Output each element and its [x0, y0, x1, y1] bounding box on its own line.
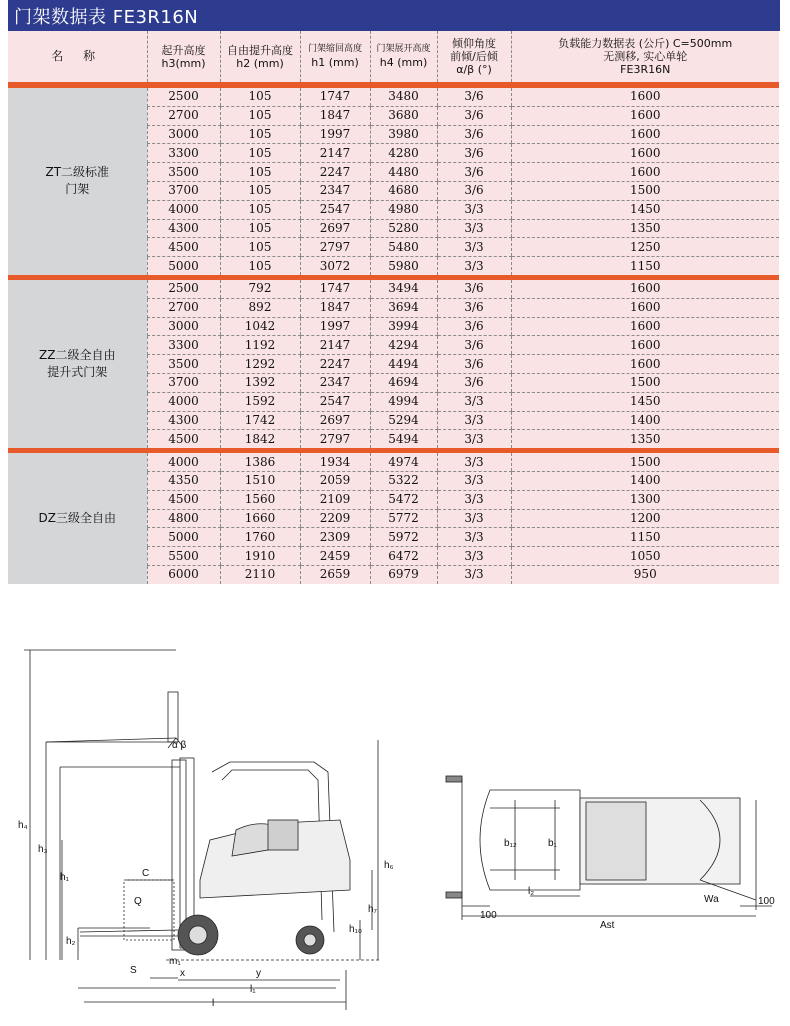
cell-load: 1600	[511, 88, 779, 106]
cell-h2: 105	[220, 125, 300, 144]
cell-h2: 105	[220, 200, 300, 219]
cell-h2: 1292	[220, 355, 300, 374]
cell-h4: 5772	[370, 509, 437, 528]
cell-load: 1050	[511, 547, 779, 566]
cell-h3: 5500	[147, 547, 220, 566]
cell-h3: 5000	[147, 257, 220, 275]
mast-data-table-container	[8, 31, 779, 584]
cell-h3: 4000	[147, 392, 220, 411]
cell-h3: 3500	[147, 355, 220, 374]
cell-h3: 4000	[147, 453, 220, 471]
cell-h2: 2110	[220, 565, 300, 583]
cell-h1: 2659	[300, 565, 370, 583]
cell-h2: 1910	[220, 547, 300, 566]
cell-h1: 2147	[300, 336, 370, 355]
cell-h1: 2697	[300, 219, 370, 238]
cell-tilt: 3/6	[437, 125, 511, 144]
cell-h3: 5000	[147, 528, 220, 547]
cell-h1: 2547	[300, 200, 370, 219]
forklift-diagrams	[0, 630, 790, 1026]
label-h2: h₂	[66, 936, 76, 947]
label-h1: h₁	[60, 872, 69, 883]
header-h2: 自由提升高度 h2 (mm)	[220, 31, 300, 82]
cell-h2: 1592	[220, 392, 300, 411]
cell-h2: 105	[220, 238, 300, 257]
cell-h3: 4500	[147, 490, 220, 509]
cell-h2: 105	[220, 88, 300, 106]
cell-h3: 3700	[147, 373, 220, 392]
header-h4: 门架展开高度 h4 (mm)	[370, 31, 437, 82]
cell-tilt: 3/3	[437, 453, 511, 471]
cell-h1: 2209	[300, 509, 370, 528]
cell-tilt: 3/3	[437, 392, 511, 411]
cell-h3: 3000	[147, 125, 220, 144]
cell-tilt: 3/3	[437, 219, 511, 238]
table-body	[8, 82, 779, 584]
cell-load: 1600	[511, 106, 779, 125]
label-x: x	[180, 968, 185, 979]
cell-tilt: 3/6	[437, 106, 511, 125]
cell-h3: 3500	[147, 163, 220, 182]
cell-h3: 3300	[147, 144, 220, 163]
cell-load: 1350	[511, 219, 779, 238]
cell-h3: 4300	[147, 411, 220, 430]
label-q: Q	[134, 896, 142, 907]
cell-h4: 4980	[370, 200, 437, 219]
mast-type-name: DZ三级全自由	[8, 453, 147, 584]
label-s: S	[130, 965, 137, 976]
label-h3: h₃	[38, 844, 48, 855]
mast-data-table	[8, 31, 779, 584]
cell-h4: 4480	[370, 163, 437, 182]
cell-h3: 4500	[147, 430, 220, 448]
header-name: 名 称	[8, 31, 147, 82]
cell-h2: 105	[220, 144, 300, 163]
label-l: l	[212, 998, 215, 1009]
cell-h2: 1660	[220, 509, 300, 528]
cell-h4: 3680	[370, 106, 437, 125]
cell-load: 1600	[511, 298, 779, 317]
cell-load: 1150	[511, 528, 779, 547]
cell-tilt: 3/6	[437, 88, 511, 106]
cell-h3: 4500	[147, 238, 220, 257]
label-b1: b₁	[548, 838, 557, 849]
cell-h4: 5280	[370, 219, 437, 238]
cell-h3: 2700	[147, 298, 220, 317]
cell-tilt: 3/3	[437, 238, 511, 257]
cell-load: 1350	[511, 430, 779, 448]
cell-tilt: 3/6	[437, 144, 511, 163]
cell-load: 1400	[511, 471, 779, 490]
cell-h2: 1760	[220, 528, 300, 547]
cell-load: 1500	[511, 373, 779, 392]
cell-tilt: 3/6	[437, 280, 511, 298]
cell-h2: 1560	[220, 490, 300, 509]
cell-load: 1200	[511, 509, 779, 528]
cell-h1: 2697	[300, 411, 370, 430]
cell-h3: 2500	[147, 88, 220, 106]
cell-tilt: 3/3	[437, 411, 511, 430]
cell-h4: 4680	[370, 181, 437, 200]
cell-h1: 1997	[300, 317, 370, 336]
cell-load: 1300	[511, 490, 779, 509]
cell-load: 1600	[511, 144, 779, 163]
cell-tilt: 3/6	[437, 298, 511, 317]
cell-h1: 2247	[300, 355, 370, 374]
cell-tilt: 3/3	[437, 430, 511, 448]
cell-h4: 3694	[370, 298, 437, 317]
cell-h2: 1742	[220, 411, 300, 430]
cell-load: 1450	[511, 200, 779, 219]
table-row	[8, 280, 779, 298]
label-100-left: 100	[480, 910, 497, 921]
table-row	[8, 88, 779, 106]
cell-tilt: 3/3	[437, 490, 511, 509]
cell-h1: 1847	[300, 298, 370, 317]
cell-h3: 3700	[147, 181, 220, 200]
label-m1: m₁	[169, 956, 181, 967]
label-100-right: 100	[758, 896, 775, 907]
header-tilt: 倾仰角度 前倾/后倾 α/β (°)	[437, 31, 511, 82]
cell-h4: 5294	[370, 411, 437, 430]
cell-h4: 4694	[370, 373, 437, 392]
cell-h4: 5480	[370, 238, 437, 257]
cell-h1: 2797	[300, 238, 370, 257]
cell-load: 950	[511, 565, 779, 583]
cell-tilt: 3/3	[437, 200, 511, 219]
dimension-drawings	[0, 630, 790, 1026]
cell-tilt: 3/6	[437, 163, 511, 182]
cell-h3: 2500	[147, 280, 220, 298]
label-h4: h₄	[18, 820, 28, 831]
cell-h4: 6472	[370, 547, 437, 566]
label-y: y	[256, 968, 261, 979]
cell-tilt: 3/3	[437, 257, 511, 275]
cell-h4: 5980	[370, 257, 437, 275]
cell-tilt: 3/3	[437, 471, 511, 490]
cell-h1: 2247	[300, 163, 370, 182]
title-bar	[8, 0, 780, 31]
cell-load: 1150	[511, 257, 779, 275]
label-h10: h₁₀	[349, 924, 363, 935]
cell-tilt: 3/6	[437, 317, 511, 336]
cell-load: 1600	[511, 163, 779, 182]
cell-tilt: 3/3	[437, 509, 511, 528]
cell-h1: 1747	[300, 88, 370, 106]
cell-h2: 1042	[220, 317, 300, 336]
cell-load: 1600	[511, 280, 779, 298]
header-load: 负载能力数据表 (公斤) C=500mm 无测移, 实心单轮 FE3R16N	[511, 31, 779, 82]
cell-tilt: 3/6	[437, 181, 511, 200]
cell-h1: 2347	[300, 181, 370, 200]
cell-h4: 4974	[370, 453, 437, 471]
label-h6: h₆	[384, 860, 394, 871]
cell-h1: 3072	[300, 257, 370, 275]
cell-tilt: 3/3	[437, 547, 511, 566]
cell-h4: 4494	[370, 355, 437, 374]
cell-h4: 5472	[370, 490, 437, 509]
cell-h1: 1747	[300, 280, 370, 298]
cell-h3: 2700	[147, 106, 220, 125]
cell-h4: 3494	[370, 280, 437, 298]
cell-tilt: 3/6	[437, 355, 511, 374]
cell-load: 1250	[511, 238, 779, 257]
cell-h1: 2547	[300, 392, 370, 411]
table-header-row	[8, 31, 779, 82]
cell-h2: 1842	[220, 430, 300, 448]
cell-h3: 3300	[147, 336, 220, 355]
cell-load: 1500	[511, 453, 779, 471]
page-title: 门架数据表 FE3R16N	[14, 7, 199, 28]
cell-h4: 3480	[370, 88, 437, 106]
cell-h2: 105	[220, 219, 300, 238]
cell-h1: 2147	[300, 144, 370, 163]
mast-type-name: ZT二级标准 门架	[8, 88, 147, 275]
side-view-drawing	[24, 650, 380, 1010]
cell-h4: 4280	[370, 144, 437, 163]
cell-h1: 2459	[300, 547, 370, 566]
mast-type-name: ZZ二级全自由 提升式门架	[8, 280, 147, 448]
cell-h2: 105	[220, 257, 300, 275]
cell-h1: 1997	[300, 125, 370, 144]
cell-h3: 3000	[147, 317, 220, 336]
cell-h2: 892	[220, 298, 300, 317]
cell-load: 1600	[511, 125, 779, 144]
cell-h4: 5322	[370, 471, 437, 490]
label-b12: b₁₂	[504, 838, 517, 849]
cell-h1: 2797	[300, 430, 370, 448]
label-h7: h₇	[368, 904, 377, 915]
cell-h4: 5494	[370, 430, 437, 448]
cell-tilt: 3/3	[437, 528, 511, 547]
cell-h2: 1192	[220, 336, 300, 355]
cell-h3: 4300	[147, 219, 220, 238]
cell-h4: 4294	[370, 336, 437, 355]
cell-h3: 4000	[147, 200, 220, 219]
cell-h4: 5972	[370, 528, 437, 547]
label-l2: l₂	[528, 886, 535, 897]
cell-load: 1400	[511, 411, 779, 430]
cell-h1: 2109	[300, 490, 370, 509]
header-h3: 起升高度 h3(mm)	[147, 31, 220, 82]
cell-h2: 1392	[220, 373, 300, 392]
cell-h3: 6000	[147, 565, 220, 583]
header-h1: 门架缩回高度 h1 (mm)	[300, 31, 370, 82]
cell-h1: 1847	[300, 106, 370, 125]
cell-load: 1600	[511, 355, 779, 374]
cell-tilt: 3/6	[437, 336, 511, 355]
cell-h2: 1510	[220, 471, 300, 490]
cell-h4: 3994	[370, 317, 437, 336]
label-l1: l₁	[250, 984, 256, 995]
cell-tilt: 3/3	[437, 565, 511, 583]
label-ast: Ast	[600, 920, 615, 931]
cell-h2: 105	[220, 181, 300, 200]
cell-h2: 105	[220, 106, 300, 125]
cell-h3: 4800	[147, 509, 220, 528]
cell-h1: 2347	[300, 373, 370, 392]
cell-load: 1450	[511, 392, 779, 411]
cell-h1: 2309	[300, 528, 370, 547]
cell-h1: 2059	[300, 471, 370, 490]
cell-h2: 1386	[220, 453, 300, 471]
cell-h4: 4994	[370, 392, 437, 411]
cell-load: 1600	[511, 317, 779, 336]
cell-h4: 3980	[370, 125, 437, 144]
cell-load: 1500	[511, 181, 779, 200]
cell-load: 1600	[511, 336, 779, 355]
cell-h2: 105	[220, 163, 300, 182]
label-wa: Wa	[704, 894, 719, 905]
cell-h4: 6979	[370, 565, 437, 583]
cell-h2: 792	[220, 280, 300, 298]
cell-tilt: 3/6	[437, 373, 511, 392]
label-alpha-beta: α β	[172, 740, 187, 751]
top-view-drawing	[446, 776, 772, 920]
cell-h1: 1934	[300, 453, 370, 471]
label-c: C	[142, 868, 150, 879]
cell-h3: 4350	[147, 471, 220, 490]
table-row	[8, 453, 779, 471]
